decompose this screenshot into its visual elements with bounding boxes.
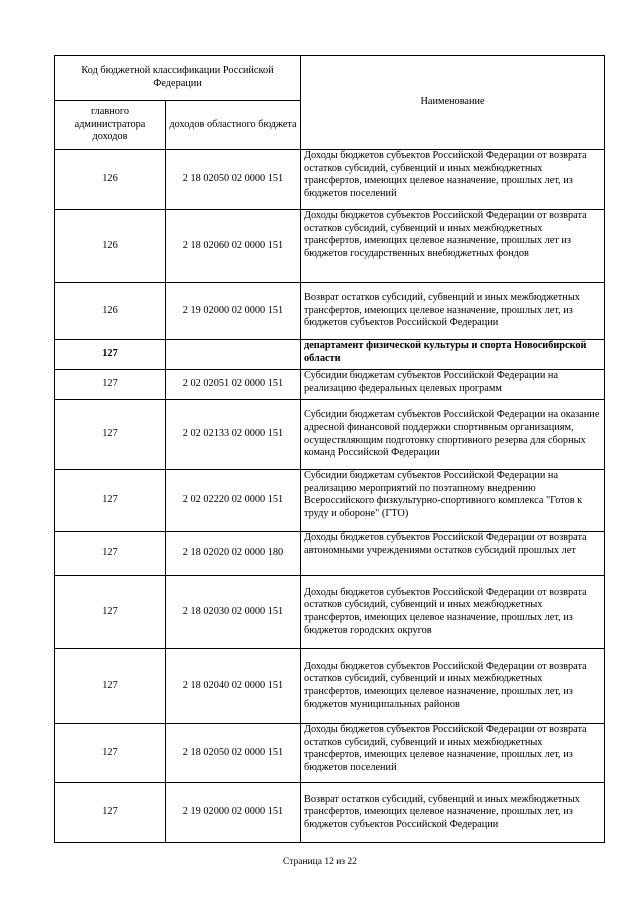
table-row [55, 783, 605, 843]
department-name-cell: департамент физической культуры и спорта Новосибирской области [301, 340, 605, 370]
description-cell: Субсидии бюджетам субъектов Российской Федерации на реализацию мероприятий по поэтапному внедрению Всероссийского физкультурно-спортивного комплекса "Готов к труду и обороне" (ГТО) [301, 470, 605, 532]
admin-code-cell: 126 [55, 150, 166, 210]
income-code-cell: 2 18 02040 02 0000 151 [166, 649, 301, 724]
description-cell: Доходы бюджетов субъектов Российской Федерации от возврата автономными учреждениями остатков субсидий прошлых лет [301, 532, 605, 576]
header-name: Наименование [301, 56, 605, 150]
income-code-cell: 2 18 02050 02 0000 151 [166, 150, 301, 210]
description-cell: Возврат остатков субсидий, субвенций и иных межбюджетных трансфертов, имеющих целевое назначение, прошлых лет, из бюджетов субъектов Российской Федерации [301, 783, 605, 843]
admin-code-cell: 127 [55, 724, 166, 783]
admin-code-cell: 126 [55, 210, 166, 283]
table-row [55, 400, 605, 470]
admin-code-cell: 127 [55, 783, 166, 843]
table-row [55, 370, 605, 400]
income-code-cell: 2 02 02051 02 0000 151 [166, 370, 301, 400]
admin-code-cell: 126 [55, 283, 166, 340]
description-cell: Доходы бюджетов субъектов Российской Федерации от возврата остатков субсидий, субвенций и иных межбюджетных трансфертов, имеющих целевое назначение, прошлых лет, из бюджетов поселений [301, 724, 605, 783]
table-row [55, 283, 605, 340]
income-code-cell: 2 02 02220 02 0000 151 [166, 470, 301, 532]
admin-code-cell: 127 [55, 400, 166, 470]
page-number: Страница 12 из 22 [283, 857, 357, 867]
table-row [55, 649, 605, 724]
table-row [55, 470, 605, 532]
description-cell: Возврат остатков субсидий, субвенций и иных межбюджетных трансфертов, имеющих целевое назначение, прошлых лет, из бюджетов субъектов Российской Федерации [301, 283, 605, 340]
description-cell: Доходы бюджетов субъектов Российской Федерации от возврата остатков субсидий, субвенций и иных межбюджетных трансфертов, имеющих целевое назначение, прошлых лет, из бюджетов муниципальных районов [301, 649, 605, 724]
income-code-cell: 2 02 02133 02 0000 151 [166, 400, 301, 470]
table-row-department [55, 340, 605, 370]
income-code-cell [166, 340, 301, 370]
income-code-cell: 2 19 02000 02 0000 151 [166, 783, 301, 843]
description-cell: Субсидии бюджетам субъектов Российской Федерации на реализацию федеральных целевых программ [301, 370, 605, 400]
admin-code-cell: 127 [55, 370, 166, 400]
table-row [55, 210, 605, 283]
table-row [55, 150, 605, 210]
description-cell: Доходы бюджетов субъектов Российской Федерации от возврата остатков субсидий, субвенций и иных межбюджетных трансфертов, имеющих целевое назначение, прошлых лет, из бюджетов поселений [301, 150, 605, 210]
admin-code-cell: 127 [55, 532, 166, 576]
income-code-cell: 2 19 02000 02 0000 151 [166, 283, 301, 340]
budget-classification-table [54, 55, 605, 843]
table-row [55, 724, 605, 783]
admin-code-cell: 127 [55, 649, 166, 724]
description-cell: Доходы бюджетов субъектов Российской Федерации от возврата остатков субсидий, субвенций и иных межбюджетных трансфертов, имеющих целевое назначение, прошлых лет из бюджетов государственных внебюджетных фондов [301, 210, 605, 283]
table-row [55, 576, 605, 649]
income-code-cell: 2 18 02050 02 0000 151 [166, 724, 301, 783]
table-row [55, 532, 605, 576]
admin-code-cell: 127 [55, 576, 166, 649]
header-regional-income: доходов областного бюджета [166, 101, 301, 150]
header-main-administrator: главного администратора доходов [55, 101, 166, 150]
header-budget-code-group: Код бюджетной классификации Российской Федерации [55, 56, 301, 101]
income-code-cell: 2 18 02030 02 0000 151 [166, 576, 301, 649]
description-cell: Доходы бюджетов субъектов Российской Федерации от возврата остатков субсидий, субвенций и иных межбюджетных трансфертов, имеющих целевое назначение, прошлых лет, из бюджетов городских округов [301, 576, 605, 649]
admin-code-cell: 127 [55, 470, 166, 532]
income-code-cell: 2 18 02020 02 0000 180 [166, 532, 301, 576]
admin-code-cell: 127 [55, 340, 166, 370]
income-code-cell: 2 18 02060 02 0000 151 [166, 210, 301, 283]
description-cell: Субсидии бюджетам субъектов Российской Федерации на оказание адресной финансовой поддержки спортивным организациям, осуществляющим подготовку спортивного резерва для сборных команд Российской Федерации [301, 400, 605, 470]
